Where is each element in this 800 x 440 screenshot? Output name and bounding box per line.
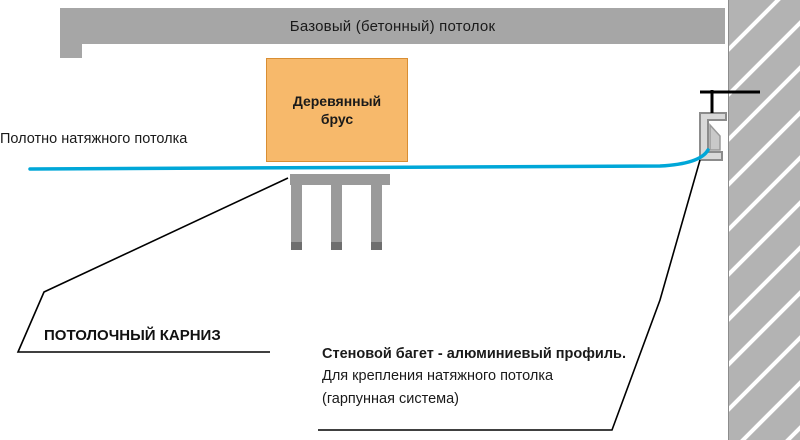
baget-caption-line1: Стеновой багет - алюминиевый профиль. [322,346,627,362]
baget-caption-line3: (гарпунная система) [322,390,459,407]
baget-caption-block [322,343,722,410]
wooden-beam-label-line2: брус [320,111,354,127]
baget-caption-line2: Для крепления натяжного потолка [322,368,554,385]
cornice-leader-line [18,178,288,352]
base-ceiling-label: Базовый (бетонный) потолок [289,17,496,35]
wooden-beam-label-line1: Деревянный [292,92,382,109]
fabric-label: Полотно натяжного потолка [0,131,188,147]
cornice-caption: ПОТОЛОЧНЫЙ КАРНИЗ [44,327,221,344]
